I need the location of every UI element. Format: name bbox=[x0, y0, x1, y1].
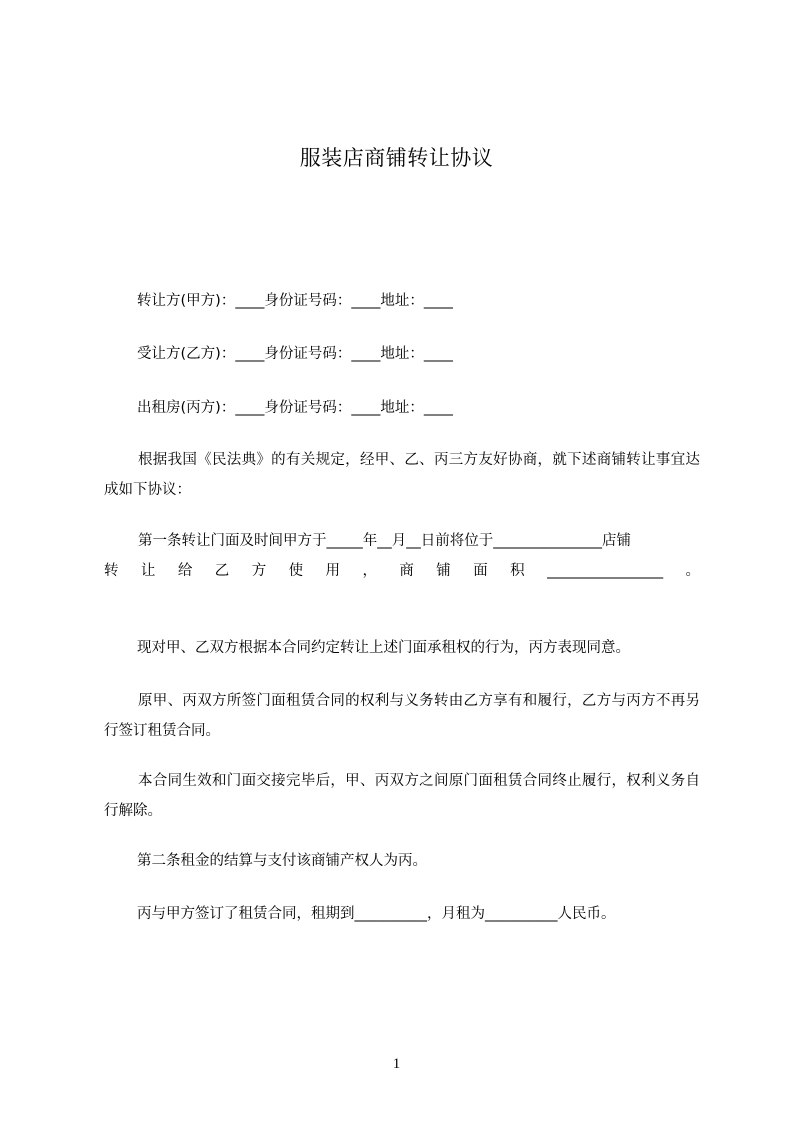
page-number: 1 bbox=[392, 1056, 401, 1072]
article2-heading: 第二条租金的结算与支付该商铺产权人为丙。 bbox=[137, 853, 427, 869]
termination-paragraph: 本合同生效和门面交接完毕后，甲、丙双方之间原门面租赁合同终止履行，权利义务自行解除。 bbox=[104, 773, 700, 819]
intro-paragraph: 根据我国《民法典》的有关规定，经甲、乙、丙三方友好协商，就下述商铺转让事宜达成如下协议： bbox=[104, 452, 700, 498]
party-transferor: 转让方(甲方)：____身份证号码：____地址：____ bbox=[137, 293, 453, 309]
rights-transfer-paragraph: 原甲、丙双方所签门面租赁合同的权利与义务转由乙方享有和履行，乙方与丙方不再另行签订租赁合同。 bbox=[104, 693, 700, 739]
party-transferee: 受让方(乙方)：____身份证号码：____地址：____ bbox=[137, 346, 453, 362]
article1-line2: 转让给乙方使用，商铺面积________________。 bbox=[104, 563, 700, 579]
lease-info-paragraph: 丙与甲方签订了租赁合同，租期到__________，月租为__________人民币。 bbox=[137, 906, 616, 922]
document-title: 服装店商铺转让协议 bbox=[299, 146, 494, 170]
party-landlord: 出租房(丙方)：____身份证号码：____地址：____ bbox=[137, 400, 453, 416]
article1-line1: 第一条转让门面及时间甲方于_____年__月__日前将位于_______________店铺 bbox=[138, 533, 631, 549]
consent-paragraph: 现对甲、乙双方根据本合同约定转让上述门面承租权的行为，丙方表现同意。 bbox=[137, 640, 630, 656]
